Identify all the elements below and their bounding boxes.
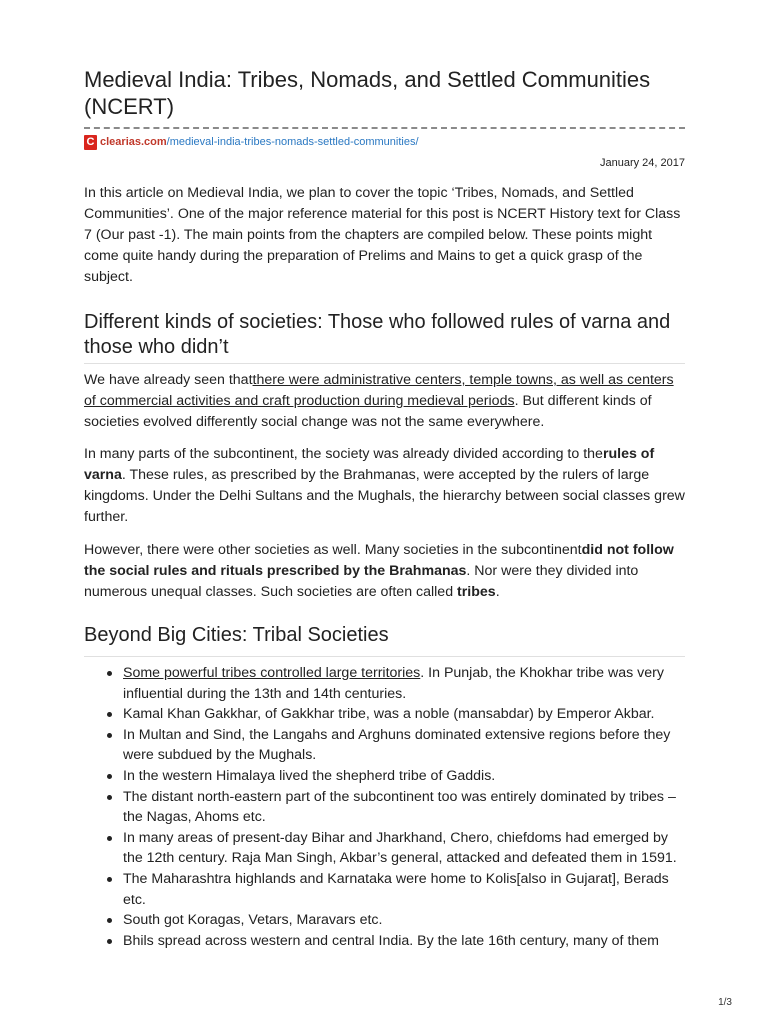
list-item: Kamal Khan Gakkhar, of Gakkhar tribe, was a noble (mansabdar) by Emperor Akbar. — [84, 704, 685, 725]
text-run: . In Punjab, the Khokhar tribe was very influential during the 13th and 14th centuries. — [123, 665, 664, 702]
source-domain[interactable]: clearias.com — [100, 136, 167, 148]
admin-centers-link[interactable]: there were administrative centers, temple towns, as well as centers of commercial activities and craft production during medieval periods — [84, 372, 674, 409]
paragraph-tribes — [84, 540, 685, 603]
bold-text: tribes — [457, 584, 496, 600]
paragraph-admin-centers — [84, 370, 685, 433]
section-divider — [84, 656, 685, 657]
page-title: Medieval India: Tribes, Nomads, and Settled Communities (NCERT) — [84, 67, 651, 119]
section-heading-societies: Different kinds of societies: Those who followed rules of varna and those who didn’t — [84, 311, 671, 358]
list-item — [84, 663, 685, 704]
title-divider — [84, 127, 685, 129]
list-item: Bhils spread across western and central India. By the late 16th century, many of them — [84, 931, 685, 952]
text-run: We have already seen that — [84, 372, 253, 388]
powerful-tribes-link[interactable]: Some powerful tribes controlled large territories — [123, 665, 421, 681]
paragraph-varna — [84, 444, 685, 528]
clearias-logo-icon: C — [84, 135, 97, 150]
source-link[interactable] — [84, 134, 419, 150]
source-path[interactable]: /medieval-india-tribes-nomads-settled-communities/ — [166, 136, 419, 148]
list-item: In many areas of present-day Bihar and Jharkhand, Chero, chiefdoms had emerged by the 12th century. Raja Man Singh, Akbar’s general, attacked and defeated them in 1591. — [84, 828, 685, 869]
bold-text: rules of varna — [84, 446, 655, 483]
publish-date: January 24, 2017 — [599, 157, 685, 169]
tribes-list — [84, 663, 685, 951]
page-number: 1/3 — [718, 997, 732, 1008]
text-run: In many parts of the subcontinent, the society was already divided according to the — [84, 446, 603, 462]
list-item: South got Koragas, Vetars, Maravars etc. — [84, 910, 685, 931]
bold-text: did not follow the social rules and rituals prescribed by the Brahmanas — [84, 542, 674, 579]
text-run: . These rules, as prescribed by the Brahmanas, were accepted by the rulers of large kingdoms. Under the Delhi Sultans and the Mughals, the hierarchy between social classes grew further. — [84, 467, 685, 525]
section-divider — [84, 363, 685, 364]
list-item: The distant north-eastern part of the subcontinent too was entirely dominated by tribes – the Nagas, Ahoms etc. — [84, 787, 685, 828]
section-heading-tribal-societies: Beyond Big Cities: Tribal Societies — [84, 624, 389, 646]
list-item: The Maharashtra highlands and Karnataka were home to Kolis[also in Gujarat], Berads etc. — [84, 869, 685, 910]
text-run: . — [495, 584, 500, 600]
list-item: In the western Himalaya lived the shepherd tribe of Gaddis. — [84, 766, 685, 787]
text-run: . Nor were they divided into numerous unequal classes. Such societies are often called — [84, 563, 639, 600]
list-item: In Multan and Sind, the Langahs and Arghuns dominated extensive regions before they were subdued by the Mughals. — [84, 725, 685, 766]
intro-paragraph: In this article on Medieval India, we plan to cover the topic ‘Tribes, Nomads, and Settled Communities’. One of the major reference material for this post is NCERT History text for Class 7 (Our past -1). The main points from the chapters are compiled below. These points might come quite handy during the preparation of Prelims and Mains to get a quick grasp of the subject. — [84, 185, 681, 285]
text-run: . But different kinds of societies evolved differently social change was not the same everywhere. — [84, 393, 652, 430]
text-run: However, there were other societies as well. Many societies in the subcontinent — [84, 542, 582, 558]
